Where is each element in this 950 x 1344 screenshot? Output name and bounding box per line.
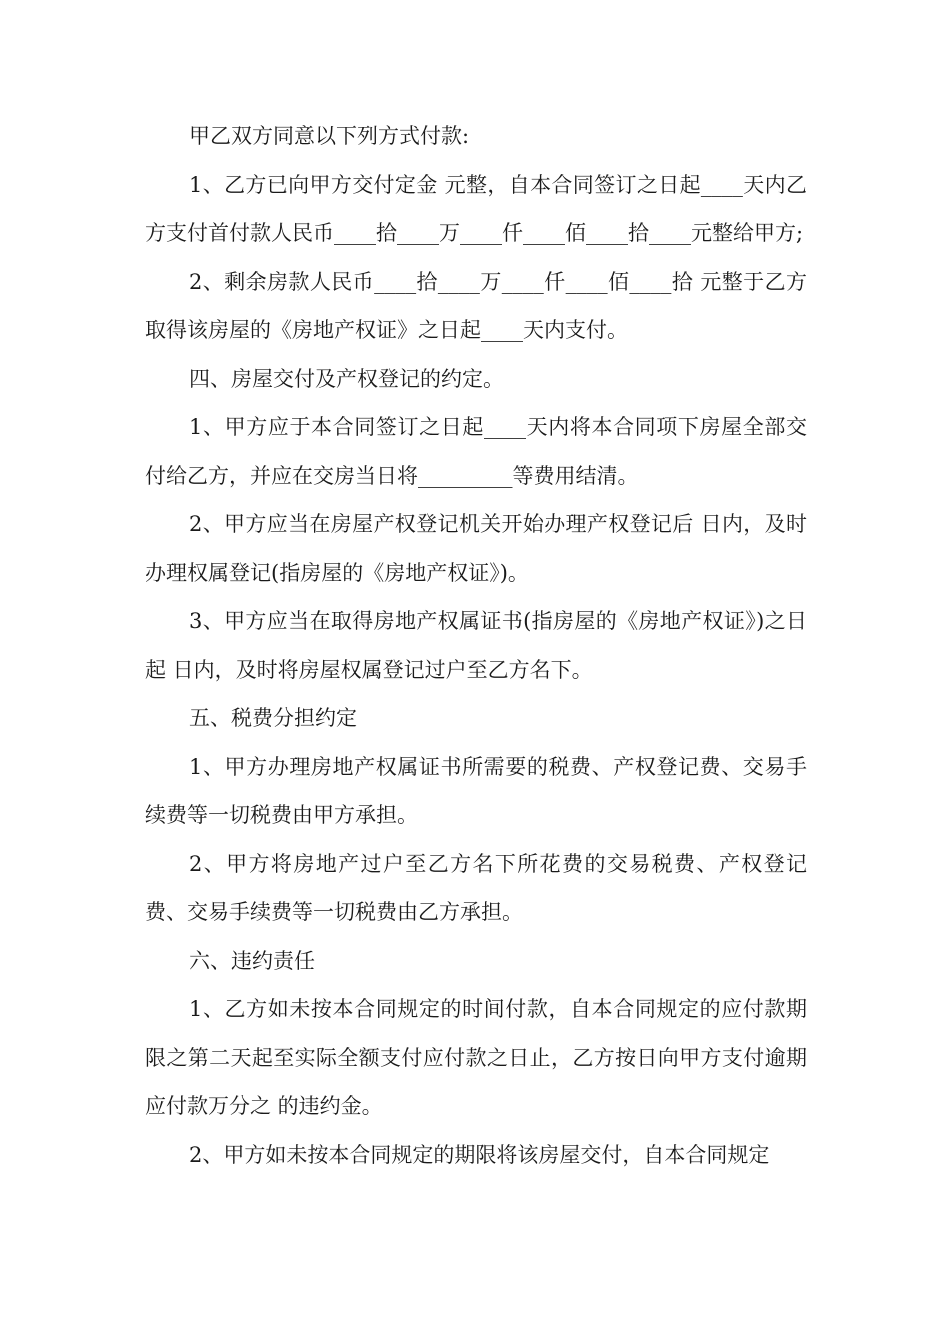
payment-method-intro: 甲乙双方同意以下列方式付款: xyxy=(189,124,470,148)
delivery-clause-3: 3、甲方应当在取得房地产权属证书(指房屋的《房地产权证》)之日起 日内，及时将房屋权属登记过户至乙方名下。 xyxy=(145,609,807,682)
section-heading-delivery: 四、房屋交付及产权登记的约定。 xyxy=(189,366,504,391)
tax-clause-1: 1、甲方办理房地产权属证书所需要的税费、产权登记费、交易手续费等一切税费由甲方承担。 xyxy=(145,754,807,827)
payment-clause-2: 2、剩余房款人民币____拾____万____仟____佰____拾 元整于乙方取得该房屋的《房地产权证》之日起____天内支付。 xyxy=(145,269,807,342)
liability-clause-2: 2、甲方如未按本合同规定的期限将该房屋交付，自本合同规定 xyxy=(189,1142,770,1167)
delivery-clause-1: 1、甲方应于本合同签订之日起____天内将本合同项下房屋全部交付给乙方，并应在交房当日将_________等费用结清。 xyxy=(145,415,807,488)
section-heading-taxes: 五、税费分担约定 xyxy=(189,706,357,730)
tax-clause-2: 2、甲方将房地产过户至乙方名下所花费的交易税费、产权登记费、交易手续费等一切税费由乙方承担。 xyxy=(145,851,807,924)
liability-clause-1: 1、乙方如未按本合同规定的时间付款，自本合同规定的应付款期限之第二天起至实际全额支付应付款之日止，乙方按日向甲方支付逾期应付款万分之 的违约金。 xyxy=(145,997,807,1118)
document-body xyxy=(145,112,807,1179)
section-heading-liability: 六、违约责任 xyxy=(189,948,315,973)
delivery-clause-2: 2、甲方应当在房屋产权登记机关开始办理产权登记后 日内，及时办理权属登记(指房屋的《房地产权证》)。 xyxy=(145,512,807,585)
payment-clause-1: 1、乙方已向甲方交付定金 元整，自本合同签订之日起____天内乙方支付首付款人民币____拾____万____仟____佰____拾____元整给甲方; xyxy=(145,172,807,245)
